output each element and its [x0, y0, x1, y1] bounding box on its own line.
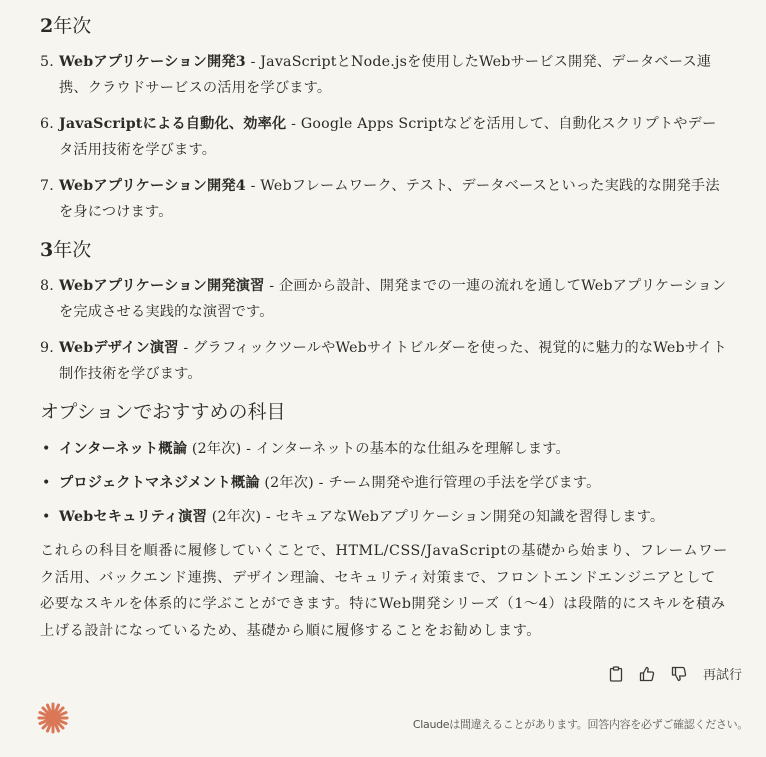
- course-title: JavaScriptによる自動化、効率化: [59, 116, 287, 132]
- list-item: [40, 504, 730, 530]
- section-heading-options: オプションでおすすめの科目: [40, 401, 286, 423]
- heading-number: 2: [40, 15, 54, 37]
- item-number: 6.: [40, 116, 54, 132]
- course-title: Webデザイン演習: [59, 340, 179, 356]
- retry-button[interactable]: 再試行: [702, 668, 742, 683]
- thumbs-down-icon[interactable]: [671, 666, 687, 682]
- option-title: Webセキュリティ演習: [59, 509, 208, 525]
- thumbs-up-icon[interactable]: [639, 666, 655, 682]
- course-list-year2: [40, 49, 730, 225]
- heading-suffix: 年次: [53, 239, 92, 261]
- list-item: [40, 470, 730, 496]
- option-description: (2年次) - セキュアなWebアプリケーション開発の知識を習得します。: [207, 509, 665, 525]
- course-title: Webアプリケーション開発3: [59, 54, 246, 70]
- message-content: [40, 10, 730, 644]
- claude-logo: [37, 702, 69, 738]
- disclaimer-text: Claudeは間違えることがあります。回答内容を必ずご確認ください。: [412, 718, 748, 731]
- section-heading-year3: [40, 236, 730, 264]
- course-description: - Google Apps Scriptなどを活用して、自動化スクリプトやデータ活用技術を学びます。: [59, 116, 717, 158]
- course-title: Webアプリケーション開発演習: [59, 278, 265, 294]
- item-number: 8.: [40, 278, 54, 294]
- list-item: [40, 436, 730, 462]
- summary-paragraph: これらの科目を順番に履修していくことで、HTML/CSS/JavaScriptの基礎から始まり、フレームワーク活用、バックエンド連携、デザイン理論、セキュリティ対策まで、フロントエンドエンジニアとして必要なスキルを体系的に学ぶことができます。特にWeb開発シリーズ（1〜4）は段階的にスキルを積み上げる設計になっているため、基礎から順に履修することをお勧めします。: [40, 543, 728, 639]
- course-description: - JavaScriptとNode.jsを使用したWebサービス開発、データベース連携、クラウドサービスの活用を学びます。: [59, 54, 712, 96]
- item-number: 5.: [40, 54, 54, 70]
- heading-suffix: 年次: [53, 15, 92, 37]
- course-description: - 企画から設計、開発までの一連の流れを通してWebアプリケーションを完成させる実践的な演習です。: [59, 278, 727, 320]
- message-actions: [609, 664, 742, 683]
- item-number: 9.: [40, 340, 54, 356]
- bullet: •: [42, 475, 51, 491]
- list-item: [40, 49, 730, 101]
- course-description: - グラフィックツールやWebサイトビルダーを使った、視覚的に魅力的なWebサイト制作技術を学びます。: [59, 340, 727, 382]
- option-title: プロジェクトマネジメント概論: [59, 475, 260, 491]
- section-heading-year2: [40, 12, 730, 40]
- list-item: [40, 111, 730, 163]
- heading-number: 3: [40, 239, 54, 261]
- option-list: [40, 436, 730, 530]
- option-title: インターネット概論: [59, 441, 188, 457]
- course-title: Webアプリケーション開発4: [59, 178, 246, 194]
- list-item: [40, 335, 730, 387]
- option-description: (2年次) - チーム開発や進行管理の手法を学びます。: [259, 475, 601, 491]
- bullet: •: [42, 441, 51, 457]
- bullet: •: [42, 509, 51, 525]
- clipboard-icon[interactable]: [609, 666, 623, 682]
- option-description: (2年次) - インターネットの基本的な仕組みを理解します。: [187, 441, 570, 457]
- course-list-year3: [40, 273, 730, 387]
- course-description: - Webフレームワーク、テスト、データベースといった実践的な開発手法を身につけます。: [59, 178, 720, 220]
- list-item: [40, 173, 730, 225]
- item-number: 7.: [40, 178, 54, 194]
- list-item: [40, 273, 730, 325]
